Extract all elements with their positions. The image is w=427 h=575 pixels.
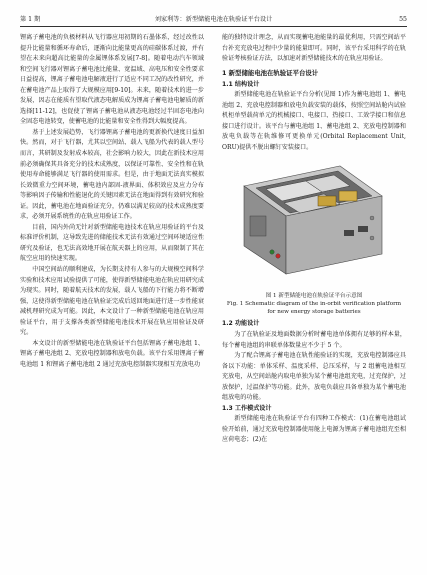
paragraph: 本文设计的新型储能电池在轨验证平台包括锂离子蓄电池组 1、锂离子蓄电池组 2、充放电控制器和放电负载。该平台采用锂离子蓄电池组 1 和锂离子蓄电池组 2 通过充放电控制器实现相互充放电功 bbox=[20, 339, 204, 368]
paragraph: 为了在轨验证及地面数据分析时蓄电池单体拥有足够的样本量，每个蓄电池组的串联单体数量应不少于 5 个。 bbox=[222, 331, 406, 349]
issue-number: 第 1 期 bbox=[20, 16, 41, 23]
left-column bbox=[20, 33, 204, 371]
paragraph: 能的独特设计理念，从而实现蓄电池能量的最优利用，只需空间站平台补充充放电过程中少量的能量即可。同时，该平台采用科学的在轨验证考核验证方法，以加速对新型储能技术的在轨应用验证。 bbox=[222, 34, 406, 63]
right-column bbox=[222, 33, 406, 446]
paragraph: 中国空间站的顺利建成，为长期支持有人参与的大规模空间科学实验和技术应用试验提供了可能，使得新型储能电池在轨应用研究成为现实。同时，随着航天技术的发展，载人飞船的下行能力将不断增强，这使得新型储能电池在轨验证完成后返回地面进行进一步性能衰减机理研究成为可能。因此，本文设计了一种新型储能电池在轨应用验证平台，用于支撑各类新型储能电池技术开展在轨应用验证及研究。 bbox=[20, 266, 204, 337]
figure-caption-en: Fig. 1 Schematic diagram of the in-orbit verification platform bbox=[226, 301, 402, 308]
paragraph: 锂离子蓄电池的负极材料从飞行器应用初期的石墨体系，经过改性以提升比能量和循环寿命后，逐渐向比能量更高的硅碳体系过渡，并有望在未来向超高比能量的金属锂体系发展[7-8]。随着电动汽车领域和空间飞行器对锂离子蓄电池比能量、宽温域、高电压和安全性要求日益提高，锂离子蓄电池电解液进行了适应不同工况的改性研究，并在蓄电池产品上取得了大规模应用[9-10]。未来，随着技术的进一步发展，因志在能质有望取代液态电解质成为锂离子蓄电池电解质的新选择[11-12]，也促使了锂离子蓄电池从液态电池经过半固态电池向全固态电池转变，使蓄电池的比能量和安全性得到大幅度提高。 bbox=[20, 34, 204, 126]
running-header bbox=[20, 14, 407, 27]
platform-figure bbox=[222, 156, 406, 290]
figure-caption-cn: 图 1 新型储能电池在轨验证平台示意图 bbox=[265, 293, 363, 300]
subsection-heading: 1.1 结构设计 bbox=[222, 80, 260, 88]
platform-illustration bbox=[222, 156, 406, 290]
paragraph: 新型储能电池在轨验证平台有四种工作模式：(1)在蓄电池组试验开始前，通过充放电控制器使用舱上电源为锂离子蓄电池组充至相应荷电态；(2)在 bbox=[222, 415, 406, 444]
paragraph: 新型储能电池在轨验证平台分析(见图 1)作为蓄电池组 1、蓄电池组 2、充放电控制器和放电负载安装的载体，按照空间站舱内试验机柜单型载荷单元的机械接口、电接口、热接口、工效学接口和信息接口进行设计。该平台与蓄电池组 1、蓄电池组 2、充放电控制器和放电负载等在轨维修可更换单元(Orbital Replacement Unit, ORU)提供不脱出螺钉安装接口。 bbox=[222, 91, 406, 151]
section-heading: 1 新型储能电池在轨验证平台设计 bbox=[222, 68, 319, 77]
running-title: 刘家利等：新型储能电池在轨验证平台设计 bbox=[154, 16, 273, 23]
page-number: 55 bbox=[399, 16, 407, 23]
paragraph: 为了配合锂离子蓄电池在轨性能验证的实现，充放电控制器应具备以下功能：单体采样、温度采样、总压采样，与 2 组蓄电池相互充放电，从空间站舱内取电单独为某个蓄电池组充电，过充保护，过放保护，过温保护等功能。此外，放电负载应具备单独为某个蓄电池组放电的功能。 bbox=[222, 352, 406, 402]
figure-caption-en-line2: for new energy storage batteries bbox=[267, 309, 361, 316]
subsection-heading: 1.3 工作模式设计 bbox=[222, 404, 272, 412]
subsection-heading: 1.2 功能设计 bbox=[222, 320, 260, 328]
paragraph: 基于上述发展趋势，飞行器锂离子蓄电池的更新换代速度日益加快。然而，对于飞行器，尤其以空间站、载人飞船为代表的载人型号而言，其研制及发射成本较高，社会影响力较大，因此在新技术应用前必须确保其具备充分的技术成熟度，以保证可靠性、安全性和在轨使用寿命能够满足飞行器的使用需求。但是，由于地面无法真实模拟长效微重力空间环境，蓄电池内部固-液界面、体积效应及应力分布等影响因子传输和性能退化的关键因素无法在地面得到有效研究和验证。因此，蓄电池在地面验证充分，仍难以满足较高的技术成熟度要求，必须开展系统性的在轨应用验证工作。 bbox=[20, 128, 204, 221]
paragraph: 目前，国内外尚无针对新型储能电池技术在轨应用验证的平台及标准评价机制，这导致先进的储能技术无法有效通过空间环境适应性研究及验证，也无法高效地开展在航天器上的应用，从而限制了其在航空应用的快速实现。 bbox=[20, 223, 204, 263]
